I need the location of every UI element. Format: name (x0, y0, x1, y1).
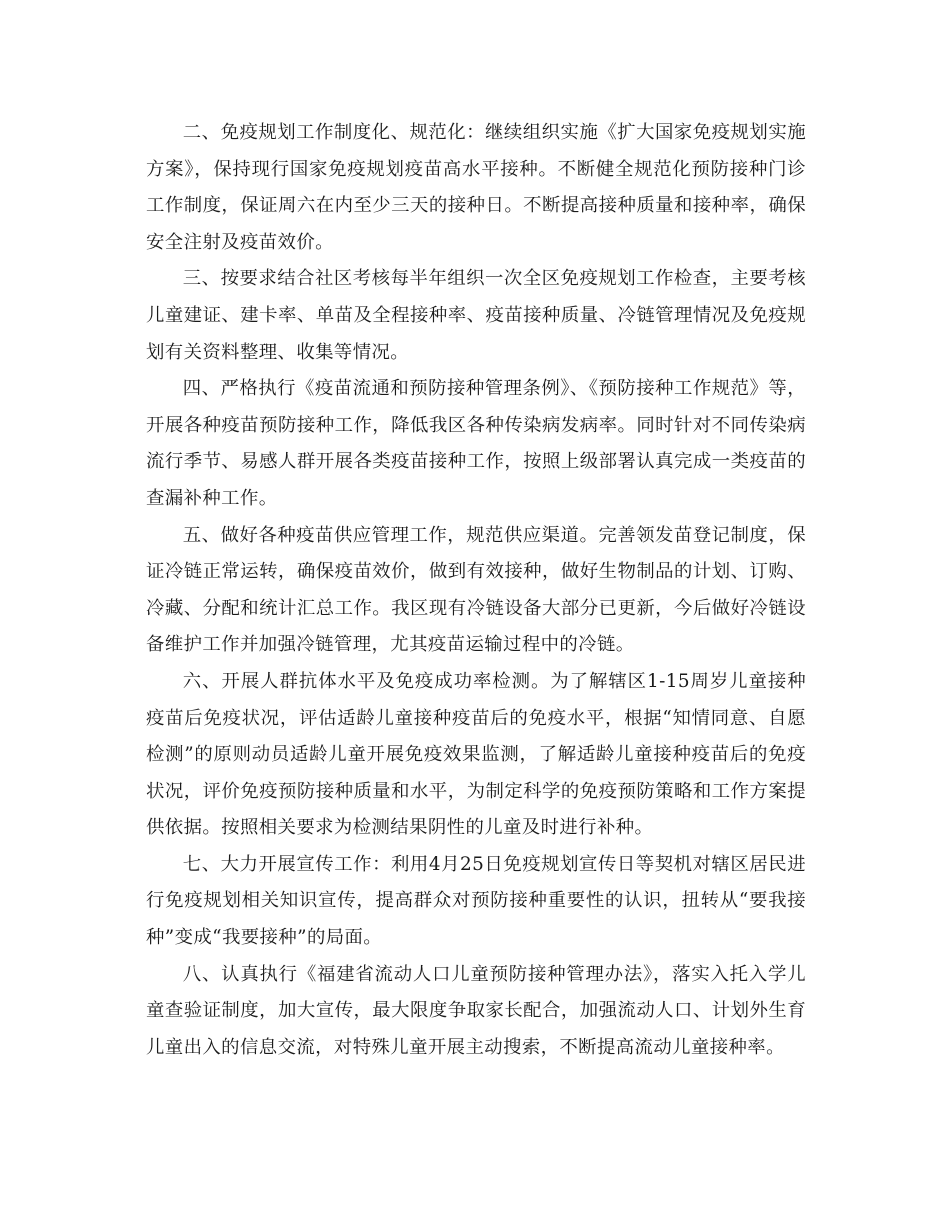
paragraph-item-3-inspection: 三、按要求结合社区考核每半年组织一次全区免疫规划工作检查，主要考核儿童建证、建卡率、单苗及全程接种率、疫苗接种质量、冷链管理情况及免疫规划有关资料整理、收集等情况。 (146, 268, 806, 363)
paragraph-item-6-antibody-testing: 六、开展人群抗体水平及免疫成功率检测。为了解辖区1-15周岁儿童接种疫苗后免疫状况，评估适龄儿童接种疫苗后的免疫水平，根据“知情同意、自愿检测”的原则动员适龄儿童开展免疫效果监测，了解适龄儿童接种疫苗后的免疫状况，评价免疫预防接种质量和水平，为制定科学的免疫预防策略和工作方案提供依据。按照相关要求为检测结果阴性的儿童及时进行补种。 (146, 670, 806, 839)
paragraph-item-7-publicity: 七、大力开展宣传工作：利用4月25日免疫规划宣传日等契机对辖区居民进行免疫规划相关知识宣传，提高群众对预防接种重要性的认识，扭转从“要我接种”变成“我要接种”的局面。 (146, 853, 806, 949)
paragraph-item-5-supply-management: 五、做好各种疫苗供应管理工作，规范供应渠道。完善领发苗登记制度，保证冷链正常运转，确保疫苗效价，做到有效接种，做好生物制品的计划、订购、冷藏、分配和统计汇总工作。我区现有冷链设备大部分已更新，今后做好冷链设备维护工作并加强冷链管理，尤其疫苗运输过程中的冷链。 (146, 524, 806, 656)
paragraph-item-8-migrant-children: 八、认真执行《福建省流动人口儿童预防接种管理办法》，落实入托入学儿童查验证制度，加大宣传，最大限度争取家长配合，加强流动人口、计划外生育儿童出入的信息交流，对特殊儿童开展主动搜索，不断提高流动儿童接种率。 (146, 963, 806, 1058)
document-body (146, 115, 806, 1066)
paragraph-item-2-standardization: 二、免疫规划工作制度化、规范化：继续组织实施《扩大国家免疫规划实施方案》，保持现行国家免疫规划疫苗高水平接种。不断健全规范化预防接种门诊工作制度，保证周六在内至少三天的接种日。不断提高接种质量和接种率，确保安全注射及疫苗效价。 (146, 122, 806, 253)
paragraph-item-4-regulations: 四、严格执行《疫苗流通和预防接种管理条例》、《预防接种工作规范》等，开展各种疫苗预防接种工作，降低我区各种传染病发病率。同时针对不同传染病流行季节、易感人群开展各类疫苗接种工作，按照上级部署认真完成一类疫苗的查漏补种工作。 (146, 378, 806, 509)
